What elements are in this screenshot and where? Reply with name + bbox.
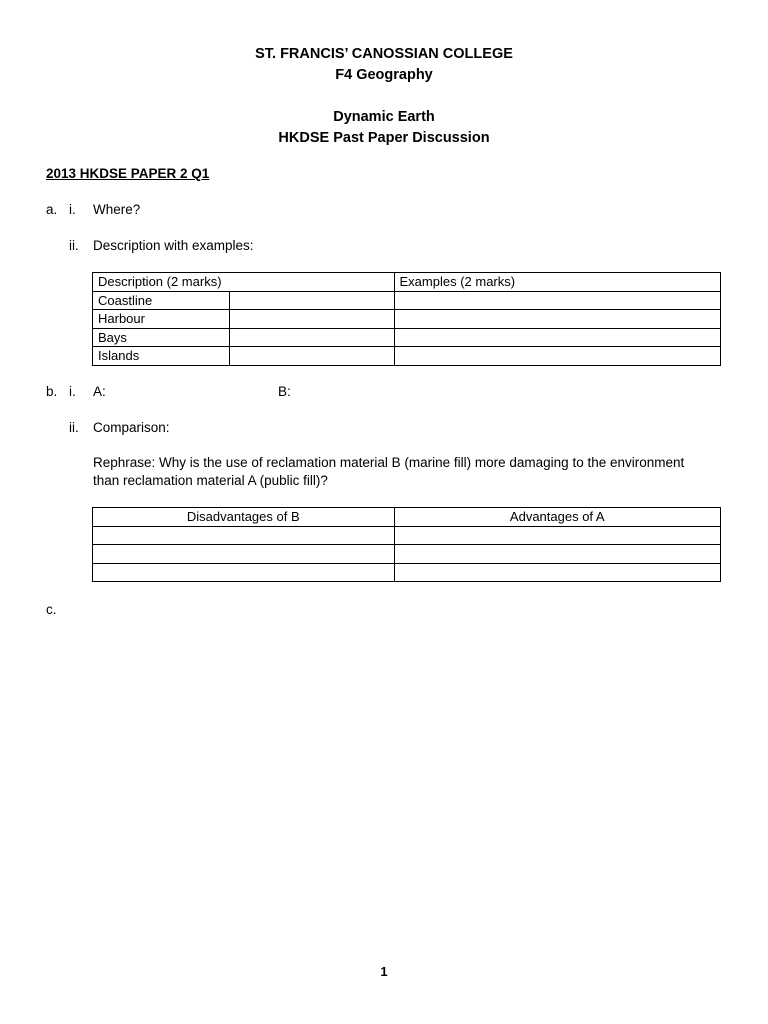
- description-table: [92, 272, 721, 366]
- part-b-ii-question: Comparison:: [93, 420, 170, 435]
- table-row: [93, 347, 721, 366]
- description-header: Description (2 marks): [93, 273, 395, 292]
- part-a-ii-question: Description with examples:: [93, 238, 254, 253]
- subject-title: F4 Geography: [335, 67, 433, 83]
- comparison-table: [92, 507, 721, 582]
- disadvantage-cell[interactable]: [93, 545, 395, 564]
- row-label-bays: Bays: [93, 328, 230, 347]
- description-cell[interactable]: [229, 310, 394, 329]
- examples-header: Examples (2 marks): [394, 273, 720, 292]
- rephrase-line-2: than reclamation material A (public fill)?: [93, 473, 328, 488]
- advantage-cell[interactable]: [394, 545, 720, 564]
- disadvantage-cell[interactable]: [93, 526, 395, 545]
- part-a-ii-number: ii.: [69, 238, 79, 253]
- disadvantages-header: Disadvantages of B: [93, 508, 395, 527]
- table-header-row: [93, 508, 721, 527]
- description-cell[interactable]: [229, 328, 394, 347]
- page-number: 1: [380, 964, 388, 979]
- table-row: [93, 310, 721, 329]
- table-row: [93, 328, 721, 347]
- table-row: [93, 545, 721, 564]
- advantage-cell[interactable]: [394, 563, 720, 582]
- part-a-i-question: Where?: [93, 202, 141, 217]
- part-a-letter: a.: [46, 202, 58, 217]
- part-b-letter: b.: [46, 384, 58, 399]
- part-a-i-number: i.: [69, 202, 76, 217]
- document-description: HKDSE Past Paper Discussion: [278, 130, 490, 146]
- description-cell[interactable]: [229, 347, 394, 366]
- table-row: [93, 291, 721, 310]
- examples-cell[interactable]: [394, 328, 720, 347]
- examples-cell[interactable]: [394, 310, 720, 329]
- disadvantage-cell[interactable]: [93, 563, 395, 582]
- advantages-header: Advantages of A: [394, 508, 720, 527]
- table-header-row: [93, 273, 721, 292]
- description-cell[interactable]: [229, 291, 394, 310]
- part-b-i-number: i.: [69, 384, 76, 399]
- examples-cell[interactable]: [394, 291, 720, 310]
- section-title: 2013 HKDSE PAPER 2 Q1: [46, 166, 210, 181]
- examples-cell[interactable]: [394, 347, 720, 366]
- advantage-cell[interactable]: [394, 526, 720, 545]
- row-label-harbour: Harbour: [93, 310, 230, 329]
- label-material-a: A:: [93, 384, 106, 399]
- row-label-islands: Islands: [93, 347, 230, 366]
- part-b-ii-number: ii.: [69, 420, 79, 435]
- part-c-letter: c.: [46, 602, 57, 617]
- school-name: ST. FRANCIS’ CANOSSIAN COLLEGE: [255, 46, 513, 62]
- table-row: [93, 526, 721, 545]
- table-row: [93, 563, 721, 582]
- topic-title: Dynamic Earth: [333, 109, 435, 125]
- rephrase-line-1: Rephrase: Why is the use of reclamation material B (marine fill) more damaging to the environment: [93, 455, 685, 470]
- label-material-b: B:: [278, 384, 291, 399]
- row-label-coastline: Coastline: [93, 291, 230, 310]
